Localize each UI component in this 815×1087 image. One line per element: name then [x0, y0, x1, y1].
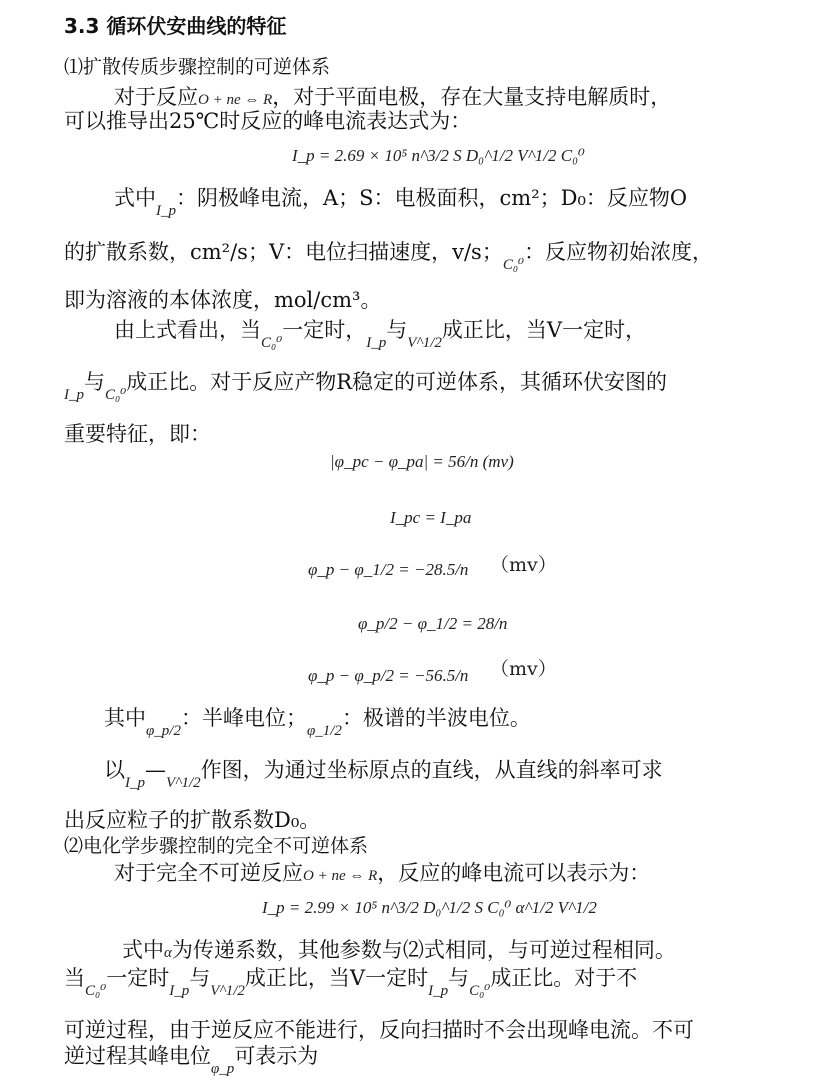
symbol-phi-12: φ_1/2	[306, 723, 342, 739]
text: 与	[84, 370, 105, 394]
symbol-C0: C₀⁰	[502, 257, 525, 273]
symbol-C0: C₀⁰	[261, 335, 283, 351]
unit-mv-1: （mv）	[490, 554, 557, 576]
part2-title: ⑵电化学步骤控制的完全不可逆体系	[64, 835, 369, 857]
dash: —	[145, 758, 166, 782]
text: 成正比，当V一定时，	[441, 318, 647, 342]
peak-current-formula-irreversible: I_p = 2.99 × 10⁵ n^3/2 D₀^1/2 S C₀⁰ α^1/2 V^1/2	[262, 898, 597, 917]
equation-potential-difference: |φ_pc − φ_pa| = 56/n (mv)	[330, 452, 514, 471]
text: 与	[386, 318, 408, 342]
symbol-C0: C₀⁰	[85, 983, 107, 999]
equation-half-wave-3: φ_p − φ_p/2 = −56.5/n	[308, 666, 469, 685]
text: 与	[189, 966, 211, 990]
symbol-C0: C₀⁰	[105, 387, 127, 403]
equation-current-ratio: I_pc = I_pa	[390, 508, 472, 527]
peak-current-formula-reversible: I_p = 2.69 × 10⁵ n^3/2 S D₀^1/2 V^1/2 C₀⁰	[292, 146, 585, 165]
symbol-Ip: I_p	[64, 387, 84, 403]
definition-line2	[64, 238, 714, 273]
equation-half-wave-2: φ_p/2 − φ_1/2 = 28/n	[358, 614, 508, 633]
symbol-alpha: α	[164, 945, 172, 961]
part2-proportion	[64, 964, 638, 999]
symbol-Ip: I_p	[156, 203, 176, 219]
text: 的扩散系数，cm²/s；V：电位扫描速度，v/s；	[64, 240, 503, 264]
equation-half-wave-1: φ_p − φ_1/2 = −28.5/n	[308, 560, 469, 579]
definition-half-peak	[104, 704, 531, 739]
text: 对于反应	[114, 85, 198, 109]
text: ，对于平面电极，存在大量支持电解质时，	[272, 85, 672, 109]
symbol-Ip: I_p	[366, 335, 387, 351]
proportion-line1	[114, 316, 647, 351]
part1-title: ⑴扩散传质步骤控制的可逆体系	[64, 56, 331, 78]
text: 式中	[122, 938, 164, 962]
symbol-C0: C₀⁰	[469, 983, 491, 999]
symbol-Ip: I_p	[125, 775, 145, 791]
text: 作图，为通过坐标原点的直线，从直线的斜率可求	[200, 758, 663, 782]
symbol-Ip: I_p	[169, 983, 190, 999]
symbol-V12: V^1/2	[210, 983, 245, 999]
symbol-phi-p2: φ_p/2	[146, 723, 181, 739]
text: 以	[104, 758, 125, 782]
plot-line2: 出反应粒子的扩散系数D₀。	[64, 808, 321, 832]
text: 成正比，当V一定时	[244, 966, 429, 990]
symbol-V12: V^1/2	[166, 775, 201, 791]
alpha-definition	[122, 936, 676, 967]
text: 一定时	[106, 966, 170, 990]
plot-line1	[104, 756, 663, 791]
reaction-equation: O + ne ⇔ R	[303, 868, 378, 884]
text: ：半峰电位；	[180, 706, 307, 730]
text: 当	[64, 966, 85, 990]
text: ：极谱的半波电位。	[341, 706, 531, 730]
irreversible-line2	[64, 1042, 319, 1077]
text: 可表示为	[234, 1044, 319, 1068]
text: ：阴极峰电流，A；S：电极面积，cm²；D₀：反应物O	[176, 186, 688, 210]
text: 为传递系数，其他参数与⑵式相同，与可逆过程相同。	[171, 938, 676, 962]
text: ：反应物初始浓度，	[524, 240, 714, 264]
part2-intro	[114, 859, 650, 890]
proportion-line2	[64, 368, 668, 403]
text: ，反应的峰电流可以表示为：	[377, 861, 651, 885]
text: 成正比。对于反应产物R稳定的可逆体系，其循环伏安图的	[126, 370, 668, 394]
text: 对于完全不可逆反应	[114, 861, 303, 885]
definition-line3: 即为溶液的本体浓度，mol/cm³。	[64, 288, 382, 312]
text: 由上式看出，当	[114, 318, 261, 342]
proportion-line3: 重要特征，即：	[64, 422, 211, 446]
symbol-V12: V^1/2	[407, 335, 442, 351]
text: 逆过程其峰电位	[64, 1044, 211, 1068]
text: 式中	[114, 186, 156, 210]
text: 一定时，	[282, 318, 367, 342]
reaction-equation: O + ne ⇔ R	[198, 92, 273, 108]
definition-line1	[114, 184, 688, 219]
unit-mv-2: （mv）	[490, 658, 557, 680]
text: 其中	[104, 706, 146, 730]
text: 成正比。对于不	[490, 966, 638, 990]
symbol-Ip: I_p	[428, 983, 449, 999]
section-title: 3.3 循环伏安曲线的特征	[64, 14, 287, 38]
irreversible-line1: 可逆过程，由于逆反应不能进行，反向扫描时不会出现峰电流。不可	[64, 1018, 694, 1042]
symbol-phi-p: φ_p	[211, 1061, 235, 1077]
text: 与	[448, 966, 470, 990]
part1-intro-line2: 可以推导出25℃时反应的峰电流表达式为：	[64, 109, 472, 133]
